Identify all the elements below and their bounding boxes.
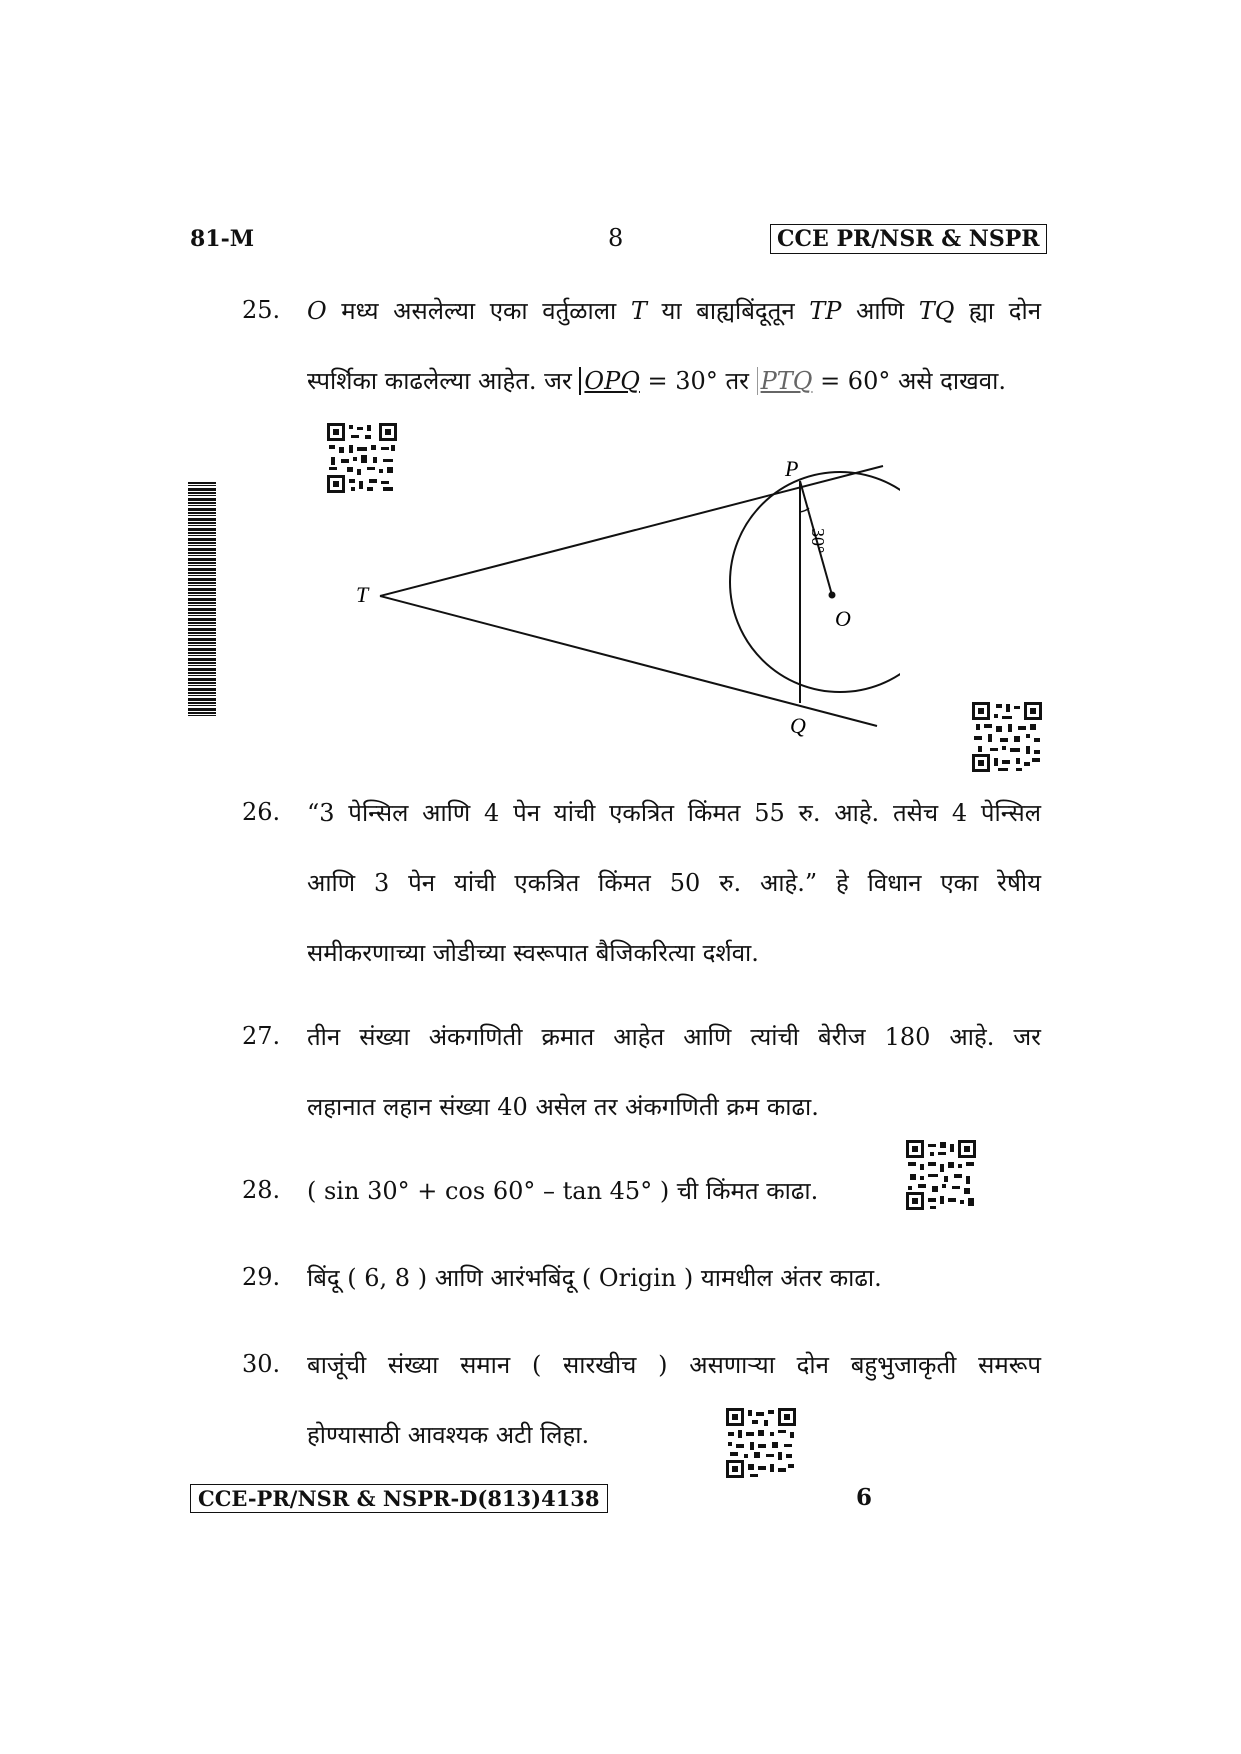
page-number: 8 xyxy=(608,224,624,252)
question-27-line-1: तीन संख्या अंकगणिती क्रमात आहेत आणि त्यांची बेरीज 180 आहे. जर xyxy=(307,1023,1041,1051)
question-number-25: 25. xyxy=(242,296,281,324)
label-p: P xyxy=(785,456,799,481)
q25-text: स्पर्शिका काढलेल्या आहेत. जर xyxy=(307,367,580,395)
question-25-line-1 xyxy=(307,276,1041,346)
q25-text: T xyxy=(630,297,647,325)
q25-text: या बाह्यबिंदूतून xyxy=(646,297,810,325)
tangent-line-tp xyxy=(380,466,883,596)
question-30-line-2: होण्यासाठी आवश्यक अटी लिहा. xyxy=(307,1421,590,1449)
q25-text: मध्य असलेल्या एका वर्तुळाला xyxy=(326,297,631,325)
qr-code-icon xyxy=(906,1140,976,1210)
q25-text: O xyxy=(307,297,327,325)
question-27-line-2: लहानात लहान संख्या 40 असेल तर अंकगणिती क्रम काढा. xyxy=(307,1093,819,1121)
center-point xyxy=(829,592,836,599)
question-29-line-1: बिंदू ( 6, 8 ) आणि आरंभबिंदू ( Origin ) यामधील अंतर काढा. xyxy=(307,1264,882,1292)
question-25-line-2 xyxy=(307,346,1067,416)
question-number-29: 29. xyxy=(242,1263,281,1291)
angle-opq: OPQ xyxy=(579,367,640,395)
question-26-line-3: समीकरणाच्या जोडीच्या स्वरूपात बैजिकरित्या दर्शवा. xyxy=(307,939,759,967)
footer-code-box: CCE-PR/NSR & NSPR-D(813)4138 xyxy=(190,1484,608,1513)
tangent-line-tq xyxy=(380,596,877,726)
tangent-figure xyxy=(340,450,900,750)
q25-text: TQ xyxy=(918,297,955,325)
q25-text: TP xyxy=(809,297,842,325)
question-26-line-1: “3 पेन्सिल आणि 4 पेन यांची एकत्रित किंमत 55 रु. आहे. तसेच 4 पेन्सिल xyxy=(307,799,1041,827)
label-o: O xyxy=(835,606,851,631)
question-number-27: 27. xyxy=(242,1022,281,1050)
qr-code-icon xyxy=(726,1408,796,1478)
question-30-line-1: बाजूंची संख्या समान ( सारखीच ) असणाऱ्या दोन बहुभुजाकृती समरूप xyxy=(307,1351,1041,1379)
question-28-line-1: ( sin 30° + cos 60° – tan 45° ) ची किंमत काढा. xyxy=(307,1177,819,1205)
label-angle-30: 30° xyxy=(808,528,828,554)
question-26-line-2: आणि 3 पेन यांची एकत्रित किंमत 50 रु. आहे.” हे विधान एका रेषीय xyxy=(307,869,1041,897)
label-t: T xyxy=(356,582,369,607)
barcode-image xyxy=(188,482,216,718)
series-box: CCE PR/NSR & NSPR xyxy=(770,224,1047,254)
q25-text: ह्या दोन xyxy=(954,297,1042,325)
question-number-30: 30. xyxy=(242,1350,281,1378)
qr-code-icon xyxy=(972,702,1042,772)
footer-page-number: 6 xyxy=(856,1484,873,1511)
q25-text: आणि xyxy=(841,297,919,325)
q25-text: = 30° तर xyxy=(639,367,757,395)
angle-ptq: PTQ xyxy=(757,367,813,395)
q25-text: = 60° असे दाखवा. xyxy=(812,367,1006,395)
circle xyxy=(730,472,900,692)
label-q: Q xyxy=(790,713,806,738)
paper-code: 81-M xyxy=(190,226,255,252)
question-number-28: 28. xyxy=(242,1176,281,1204)
question-number-26: 26. xyxy=(242,798,281,826)
